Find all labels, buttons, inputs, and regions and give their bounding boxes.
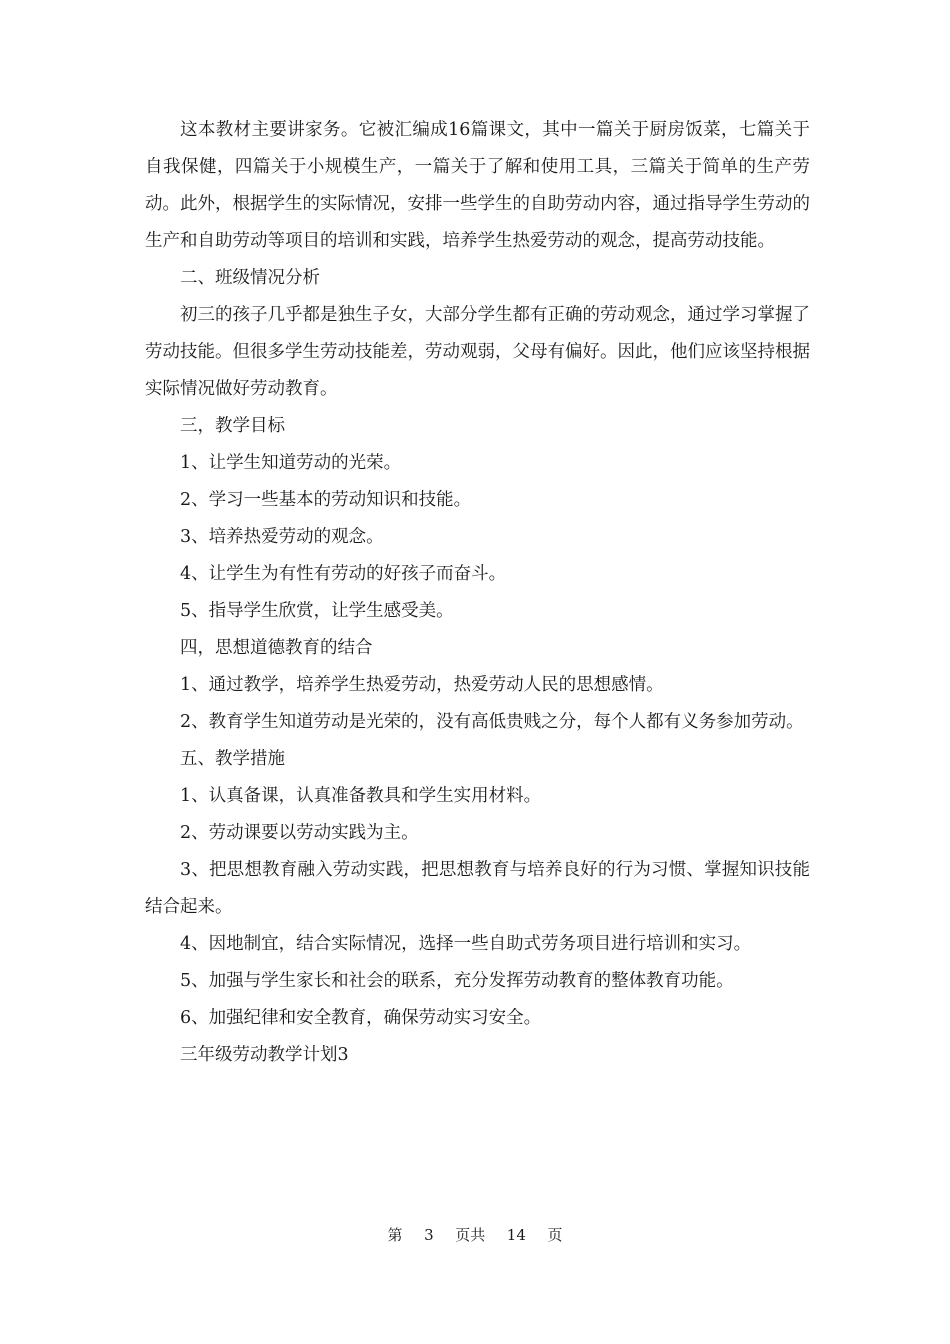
list-item-goal-3: 3、培养热爱劳动的观念。 bbox=[180, 527, 384, 547]
list-item-measure-4: 4、因地制宜，结合实际情况，选择一些自助式劳务项目进行培训和实习。 bbox=[180, 934, 752, 954]
heading-teaching-measures: 五、教学措施 bbox=[180, 749, 285, 769]
total-pages-number: 14 bbox=[506, 1226, 526, 1244]
list-item-goal-2: 2、学习一些基本的劳动知识和技能。 bbox=[180, 490, 472, 510]
list-item-moral-1: 1、通过教学，培养学生热爱劳动，热爱劳动人民的思想感情。 bbox=[180, 675, 664, 695]
heading-teaching-goals: 三，教学目标 bbox=[180, 416, 285, 436]
section-title-plan-3: 三年级劳动教学计划3 bbox=[180, 1045, 349, 1065]
current-page-number: 3 bbox=[424, 1226, 434, 1244]
heading-moral-education: 四，思想道德教育的结合 bbox=[180, 638, 373, 658]
list-item-measure-3: 3、把思想教育融入劳动实践，把思想教育与培养良好的行为习惯、掌握知识技能结合起来。 bbox=[145, 860, 810, 917]
list-item-measure-5: 5、加强与学生家长和社会的联系，充分发挥劳动教育的整体教育功能。 bbox=[180, 971, 734, 991]
list-item-measure-2: 2、劳动课要以劳动实践为主。 bbox=[180, 823, 419, 843]
list-item-moral-2: 2、教育学生知道劳动是光荣的，没有高低贵贱之分，每个人都有义务参加劳动。 bbox=[180, 712, 804, 732]
list-item-goal-4: 4、让学生为有性有劳动的好孩子而奋斗。 bbox=[180, 564, 507, 584]
page-label-mid: 页共 bbox=[455, 1226, 486, 1244]
list-item-goal-5: 5、指导学生欣赏，让学生感受美。 bbox=[180, 601, 454, 621]
page-label-prefix: 第 bbox=[387, 1226, 403, 1244]
page-label-suffix: 页 bbox=[547, 1226, 563, 1244]
paragraph-class-analysis: 初三的孩子几乎都是独生子女，大部分学生都有正确的劳动观念，通过学习掌握了劳动技能。但很多学生劳动技能差，劳动观弱，父母有偏好。因此，他们应该坚持根据实际情况做好劳动教育。 bbox=[145, 305, 810, 399]
heading-class-analysis: 二、班级情况分析 bbox=[180, 268, 320, 288]
paragraph-textbook-intro: 这本教材主要讲家务。它被汇编成16篇课文，其中一篇关于厨房饭菜，七篇关于自我保健，四篇关于小规模生产，一篇关于了解和使用工具，三篇关于简单的生产劳动。此外，根据学生的实际情况，安排一些学生的自助劳动内容，通过指导学生劳动的生产和自助劳动等项目的培训和实践，培养学生热爱劳动的观念，提高劳动技能。 bbox=[145, 120, 810, 251]
document-body bbox=[145, 112, 810, 1074]
list-item-measure-6: 6、加强纪律和安全教育，确保劳动实习安全。 bbox=[180, 1008, 542, 1028]
list-item-measure-1: 1、认真备课，认真准备教具和学生实用材料。 bbox=[180, 786, 542, 806]
list-item-goal-1: 1、让学生知道劳动的光荣。 bbox=[180, 453, 402, 473]
page-footer bbox=[0, 1224, 950, 1245]
